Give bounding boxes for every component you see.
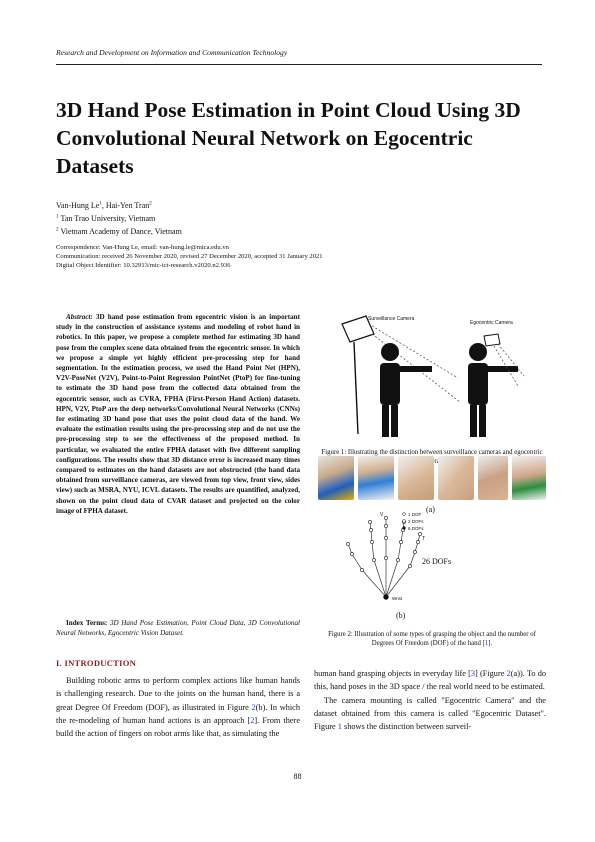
paper-title: 3D Hand Pose Estimation in Point Cloud Using 3D Convolutional Neural Network on Egocentric Datasets — [56, 98, 521, 178]
header-rule — [56, 64, 542, 65]
dof-count-label: 26 DOFs — [422, 557, 452, 566]
grasp-photo-6 — [512, 456, 546, 500]
joint-label-v: V — [380, 512, 384, 518]
abstract-lead: Abstract: — [66, 313, 93, 321]
wrist-label: Wrist — [392, 596, 403, 601]
communication-dates: Communication: received 26 November 2020, revised 27 December 2020, accepted 31 January 2021 — [56, 253, 323, 260]
page-number: 88 — [293, 772, 302, 781]
intro-text: shows the distinction between surveil- — [341, 722, 472, 732]
figure-ref-link[interactable]: 2 — [251, 702, 256, 712]
intro-text: ] (Figure — [475, 669, 507, 678]
author-separator: , — [101, 201, 106, 210]
index-terms-lead: Index Terms: — [66, 619, 108, 627]
author-2-affil: 2 — [149, 201, 152, 207]
abstract-text: 3D hand pose estimation from egocentric vision is an important study in the construction of assistance systems and modeling of robot hand in robotics. In this paper, we propose a complete method for estimating 3D hand pose from the complex scene data obtained from the egocentric sensor. In which we propose a simple yet highly efficient pre-processing step for hand segmentation. In the estimation process, we used the Hand Point Net (HPN), V2V-PoseNet (V2V), Point-to-Point Regression PointNet (PtoP) for fine-tuning to estimate the 3D hand pose from the collected data obtained from the egocentric sensor, such as CVRA, FPHA (First-Person Hand Action) datasets. HPN, V2V, PtoP are the deep networks/Convolutional Neural Networks (CNNs) for estimating 3D hand pose that uses the point cloud data of the hand. We evaluate the estimation results using the pre-processing step and do not use the pre-processing step to see the effectiveness of the proposed method. In particular, we evaluated the entire FPHA dataset with five different sampling configurations. The results show that 3D distance error is increased many times compared to estimates on the hand datasets are not obstructed (the hand data obtained from surveillance cameras, are viewed from top view, front view, sides view) such as MSRA, NYU, ICVL datasets. The results are quantified, analyzed, shown on the point cloud data of CVAR dataset and projected on the color image of FPHA dataset. — [56, 313, 300, 515]
legend-2-dofs: 2 DOFs — [408, 519, 424, 524]
person-figure-right — [468, 343, 518, 437]
grasp-photo-4 — [438, 456, 474, 500]
legend-1-dof: 1 DOF — [408, 512, 422, 517]
figure-2-caption-text: Figure 2: Illustration of some types of grasping the object and the number of Degrees Of Freedom (DOF) of the hand [ — [328, 631, 536, 647]
figure-2-hand-diagram — [318, 500, 546, 628]
figure-1-illustration — [318, 306, 546, 444]
figure-2-caption — [318, 630, 546, 648]
person-figure-left — [380, 343, 432, 437]
affiliation-1 — [56, 214, 155, 223]
affiliation-1-text: Tan Trao University, Vietnam — [60, 214, 156, 223]
citation-link[interactable]: 3 — [470, 669, 476, 678]
egocentric-camera-icon — [484, 334, 500, 346]
doi: Digital Object Identifier: 10.32913/mic-ict-research.v2020.n2.936 — [56, 262, 231, 269]
citation-link[interactable]: 2 — [250, 715, 255, 725]
figure-2a-label: (a) — [426, 505, 435, 514]
affiliation-2 — [56, 227, 182, 236]
intro-text: human hand grasping objects in everyday life [ — [314, 669, 471, 678]
intro-text: (a)). To do this, hand poses in the 3D space / the real world need to be estimated. — [314, 669, 546, 692]
grasp-photo-3 — [398, 456, 434, 500]
intro-column-1 — [56, 674, 300, 740]
intro-text: ]. From there build the action of fingers on robot arms like that, as simulating the — [56, 715, 301, 739]
figure-ref-link[interactable]: 1 — [337, 722, 342, 732]
intro-column-2 — [314, 667, 546, 733]
joint-label-t: T — [422, 536, 426, 542]
citation-link[interactable]: 1 — [484, 640, 489, 647]
grasp-photo-5 — [478, 456, 508, 500]
journal-header: Research and Development on Information and Communication Technology — [56, 48, 288, 57]
label-egocentric-camera: Egocentric Camera — [470, 320, 513, 326]
figure-2-caption-end: ]. — [488, 640, 493, 647]
figure-1-caption: Figure 1: Illustrating the distinction between surveillance cameras and egocentric — [321, 449, 543, 456]
intro-text: The camera mounting is called "Egocentric Camera" and the dataset obtained from this camera is called "Egocentric Dataset". Figure — [314, 695, 546, 732]
correspondence: Correspondence: Van-Hung Le, email: van-hung.le@mica.edu.vn — [56, 244, 229, 251]
index-terms — [56, 618, 300, 638]
label-surveillance-camera: Surveillance Camera — [368, 316, 415, 322]
legend-6-dofs: 6 DOFs — [408, 526, 424, 531]
affiliation-2-num: 2 — [56, 227, 59, 233]
abstract — [56, 312, 300, 516]
author-1-affil: 1 — [99, 201, 102, 207]
figure-ref-link[interactable]: 2 — [506, 669, 511, 678]
grasp-photo-2 — [358, 456, 394, 500]
grasp-photo-1 — [318, 456, 354, 500]
affiliation-2-text: Vietnam Academy of Dance, Vietnam — [60, 227, 182, 236]
figure-2b-label: (b) — [396, 611, 406, 620]
author-2: Hai-Yen Tran — [105, 201, 150, 210]
affiliation-1-num: 1 — [56, 214, 59, 220]
intro-text: (b). In which the re-modeling of human hand actions is an approach [ — [56, 702, 300, 725]
section-heading: I. INTRODUCTION — [56, 658, 137, 668]
author-1: Van-Hung Le — [56, 201, 100, 210]
intro-text: Building robotic arms to perform complex actions like human hands is challenging research. Due to the joints on the human hand, there is a great Degree Of Freedom (DOF), as illustrated in Figure — [56, 676, 300, 712]
index-terms-text: 3D Hand Pose Estimation, Point Cloud Data, 3D Convolutional Neural Networks, Egocentric Vision Dataset. — [56, 619, 300, 638]
surveillance-camera-icon — [342, 316, 374, 434]
author-list — [56, 201, 152, 210]
